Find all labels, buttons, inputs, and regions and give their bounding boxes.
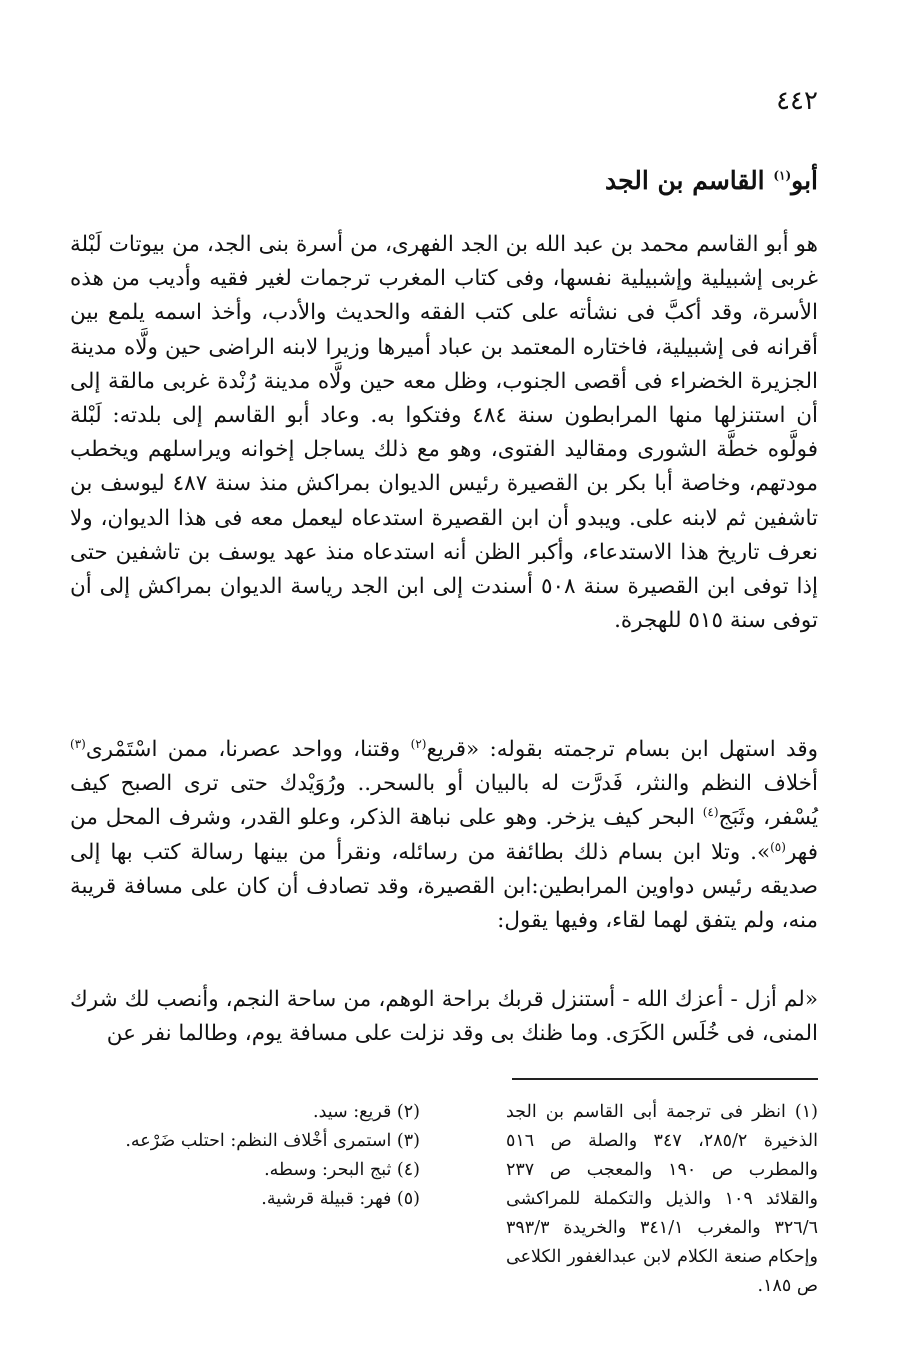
paragraph-letter-quote: «لم أزل - أعزك الله - أستنزل قربك براحة الوهم، من ساحة النجم، وأنصب لك شرك المنى، فى خُلَس الكَرَى. وما ظنك بى وقد نزلت على مسافة يوم، وطالما نفر عن (70, 987, 818, 1047)
heading-footnote-ref: (١) (773, 168, 792, 183)
footnote-3: (٣) استمرى أخْلاف النظم: احتلب ضَرْعه. (125, 1131, 420, 1151)
paragraph-biography: هو أبو القاسم محمد بن عبد الله بن الجد الفهرى، من أسرة بنى الجد، من بيوتات لَبْلة غربى إشبيلية وإشبيلية نفسها، وفى كتاب المغرب ترجمات لغير فقيه وأديب من هذه الأسرة، وقد أكبَّ فى نشأته على كتب الفقه والحديث والأدب، وأخذ اسمه يلمع بين أقرانه فى إشبيلية، فاختاره المعتمد بن عباد أميرها وزيرا لابنه الراضى حين ولَّاه مدينة الجزيرة الخضراء فى أقصى الجنوب، وظل معه حين ولَّاه مدينة رُنْدة غربى مالقة إلى أن استنزلها منها المرابطون سنة ٤٨٤ وفتكوا به. وعاد أبو القاسم إلى بلدته: لَبْلة فولَّوه خطَّة الشورى ومقاليد الفتوى، وهو مع ذلك يساجل إخوانه ويراسلهم ويخطب مودتهم، وخاصة أبا بكر بن القصيرة رئيس الديوان بمراكش منذ سنة ٤٨٧ ليوسف بن تاشفين ثم لابنه على. ويبدو أن ابن القصيرة استدعاه ليعمل معه فى هذا الديوان، ولا نعرف تاريخ هذا الاستدعاء، وأكبر الظن أنه استدعاه منذ عهد يوسف بن تاشفين حتى إذا توفى ابن القصيرة سنة ٥٠٨ أسندت إلى ابن الجد رياسة الديوان بمراكش إلى أن توفى سنة ٥١٥ للهجرة. (70, 232, 818, 634)
p2-segment-1: وقد استهل ابن بسام ترجمته بقوله: «قريع (426, 737, 818, 762)
footnote-ref-5: (٥) (770, 839, 786, 854)
footnote-ref-3: (٣) (70, 736, 86, 751)
heading-prefix: أبو (791, 166, 818, 195)
page-number: ٤٤٢ (776, 86, 818, 116)
p2-segment-5: ». وتلا ابن بسام ذلك بطائفة من رسائله، ونقرأ من بينها رسالة كتب بها إلى صديقه رئيس دواوين المرابطين:ابن القصيرة، وقد تصادف أن كان على مسافة قريبة منه، ولم يتفق لهما لقاء، وفيها يقول: (70, 839, 818, 934)
footnote-2: (٢) قريع: سيد. (313, 1102, 420, 1122)
heading-suffix: القاسم بن الجد (605, 166, 774, 195)
footnote-divider (512, 1078, 818, 1080)
footnote-4: (٤) ثبج البحر: وسطه. (264, 1160, 420, 1180)
paragraph-ibn-bassam (70, 733, 818, 938)
p2-segment-3: أخلاف النظم والنثر، فَدرَّت له بالبيان أو بالسحر.. ورُوَيْدك حتى ترى الصبح كيف يُسْفر، وثَبَج (70, 771, 818, 831)
footnote-5: (٥) فهر: قبيلة قرشية. (261, 1189, 420, 1209)
footnotes-column-left (84, 1098, 420, 1214)
footnote-1: (١) انظر فى ترجمة أبى القاسم بن الجد الذخيرة ٢٨٥/٢، ٣٤٧ والصلة ص ٥١٦ والمطرب ص ١٩٠ والمعجب ص ٢٣٧ والقلائد ١٠٩ والذيل والتكملة للمراكشى ٣٢٦/٦ والمغرب ٣٤١/١ والخريدة ٣٩٣/٣ وإحكام صنعة الكلام لابن عبدالغفور الكلاعى ص ١٨٥. (506, 1102, 819, 1296)
article-heading (605, 166, 818, 195)
footnote-ref-2: (٢) (410, 736, 427, 751)
p2-segment-4: البحر كيف يزخر. وهو على نباهة الذكر، وعلو القدر، وشرف المحل من فهر (70, 805, 818, 865)
p2-segment-2: وقتنا، وواحد عصرنا، ممن اسْتَمْرى (85, 737, 411, 762)
footnote-ref-4: (٤) (702, 805, 719, 820)
